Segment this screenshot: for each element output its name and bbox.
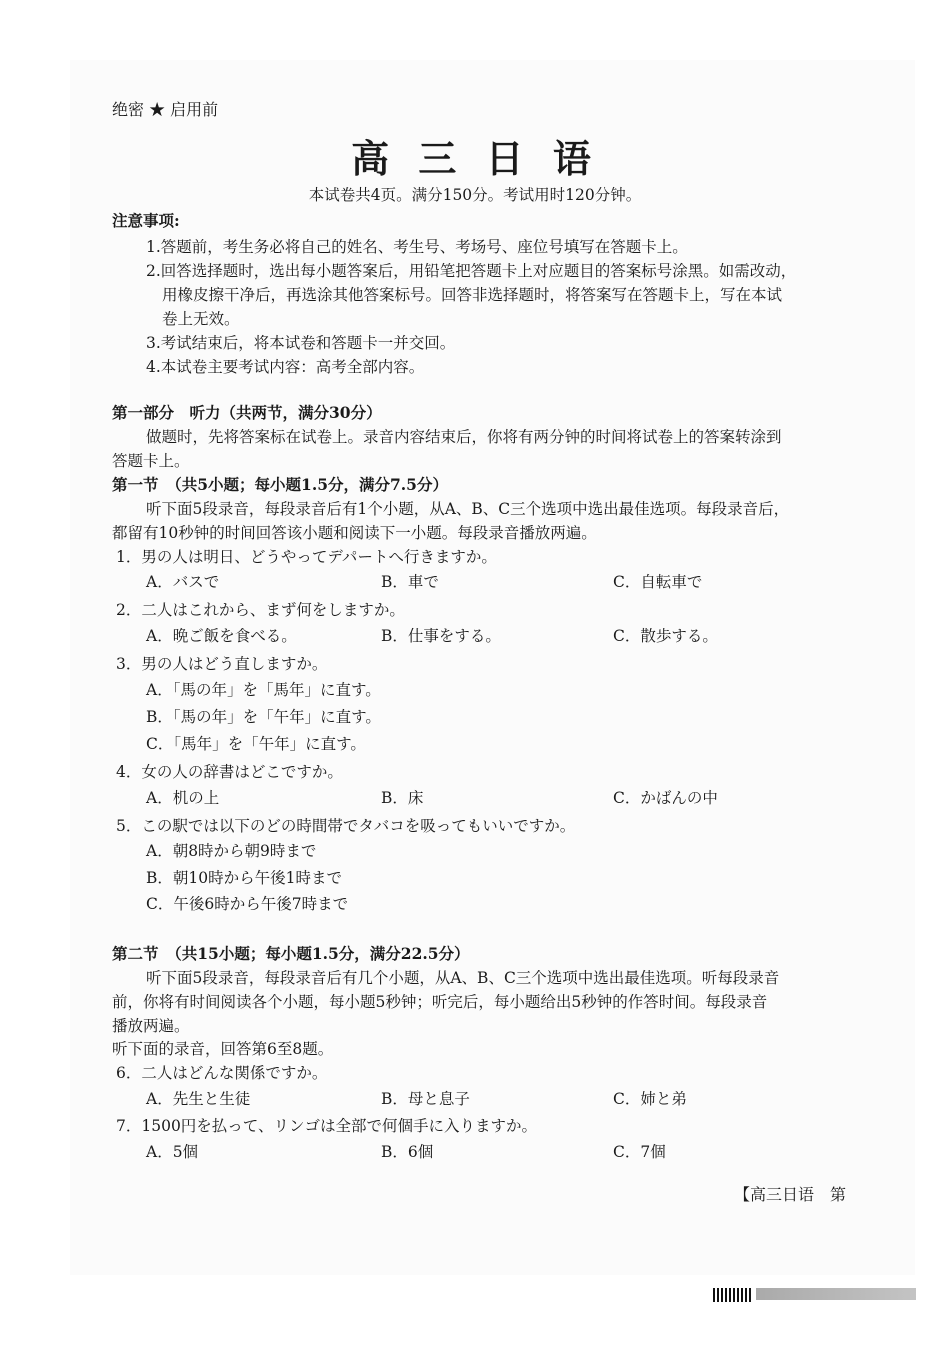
section1-intro: 听下面5段录音，每段录音后有1个小题，从A、B、C三个选项中选出最佳选项。每段录音后，	[146, 500, 790, 518]
part1-intro: 答题卡上。	[112, 452, 190, 470]
section2-intro: 听下面5段录音，每段录音后有几个小题，从A、B、C三个选项中选出最佳选项。听每段录音	[146, 969, 780, 987]
option-a: A．バスで	[146, 573, 220, 591]
question-text: 6．二人はどんな関係ですか。	[116, 1064, 328, 1082]
watermark-strip	[756, 1288, 916, 1300]
confidential-label: 绝密 ★ 启用前	[112, 100, 219, 119]
qr-code-icon	[713, 1288, 753, 1302]
section1-intro: 都留有10秒钟的时间回答该小题和阅读下一小题。每段录音播放两遍。	[112, 524, 597, 542]
section2-intro: 播放两遍。	[112, 1017, 190, 1035]
part1-heading: 第一部分 听力（共两节，满分30分）	[112, 403, 382, 422]
part1-intro: 做题时，先将答案标在试卷上。录音内容结束后，你将有两分钟的时间将试卷上的答案转涂到	[146, 428, 782, 446]
option-a: A．机の上	[146, 789, 220, 807]
question-text: 7．1500円を払って、リンゴは全部で何個手に入りますか。	[116, 1117, 537, 1135]
option-b: B．6個	[381, 1143, 434, 1161]
notice-item: 4.本试卷主要考试内容：高考全部内容。	[146, 358, 425, 376]
option-b: B．仕事をする。	[381, 627, 501, 645]
option-c: C．自転車で	[613, 573, 703, 591]
option-b: B．「馬の年」を「午年」に直す。	[146, 708, 381, 726]
notice-heading: 注意事项:	[112, 211, 180, 230]
option-a: A．5個	[146, 1143, 199, 1161]
question-text: 4．女の人の辞書はどこですか。	[116, 763, 343, 781]
section2-intro: 前，你将有时间阅读各个小题，每小题5秒钟；听完后，每小题给出5秒钟的作答时间。每段录音	[112, 993, 768, 1011]
option-a: A．晩ご飯を食べる。	[146, 627, 297, 645]
option-b: B．朝10時から午後1時まで	[146, 869, 342, 887]
option-a: A．「馬の年」を「馬年」に直す。	[146, 681, 381, 699]
option-b: B．床	[381, 789, 424, 807]
question-text: 5．この駅では以下のどの時間帯でタバコを吸ってもいいですか。	[116, 817, 576, 835]
option-c: C．「馬年」を「午年」に直す。	[146, 735, 366, 753]
option-c: C．姉と弟	[613, 1090, 687, 1108]
option-a: A．先生と生徒	[146, 1090, 251, 1108]
option-b: B．母と息子	[381, 1090, 470, 1108]
section1-heading: 第一节 （共5小题；每小题1.5分，满分7.5分）	[112, 475, 448, 494]
question-text: 1．男の人は明日、どうやってデパートへ行きますか。	[116, 548, 497, 566]
option-c: C．散歩する。	[613, 627, 718, 645]
page-footer: 【高三日语 第	[734, 1185, 847, 1204]
notice-item: 1.答题前，考生务必将自己的姓名、考生号、考场号、座位号填写在答题卡上。	[146, 238, 688, 256]
notice-item: 卷上无效。	[162, 310, 240, 328]
option-a: A．朝8時から朝9時まで	[146, 842, 317, 860]
option-c: C．かばんの中	[613, 789, 718, 807]
option-b: B．車で	[381, 573, 439, 591]
option-c: C．7個	[613, 1143, 666, 1161]
section2-heading: 第二节 （共15小题；每小题1.5分，满分22.5分）	[112, 944, 470, 963]
notice-item: 2.回答选择题时，选出每小题答案后，用铅笔把答题卡上对应题目的答案标号涂黑。如需改动，	[146, 262, 797, 280]
notice-item: 3.考试结束后，将本试卷和答题卡一并交回。	[146, 334, 456, 352]
section2-instruction: 听下面的录音，回答第6至8题。	[112, 1040, 334, 1058]
exam-subtitle: 本试卷共4页。满分150分。考试用时120分钟。	[308, 186, 642, 204]
question-text: 3．男の人はどう直しますか。	[116, 655, 328, 673]
page-title: 高 三 日 语	[351, 136, 599, 181]
question-text: 2．二人はこれから、まず何をしますか。	[116, 601, 405, 619]
notice-item: 用橡皮擦干净后，再选涂其他答案标号。回答非选择题时，将答案写在答题卡上，写在本试	[162, 286, 783, 304]
option-c: C．午後6時から午後7時まで	[146, 895, 349, 913]
